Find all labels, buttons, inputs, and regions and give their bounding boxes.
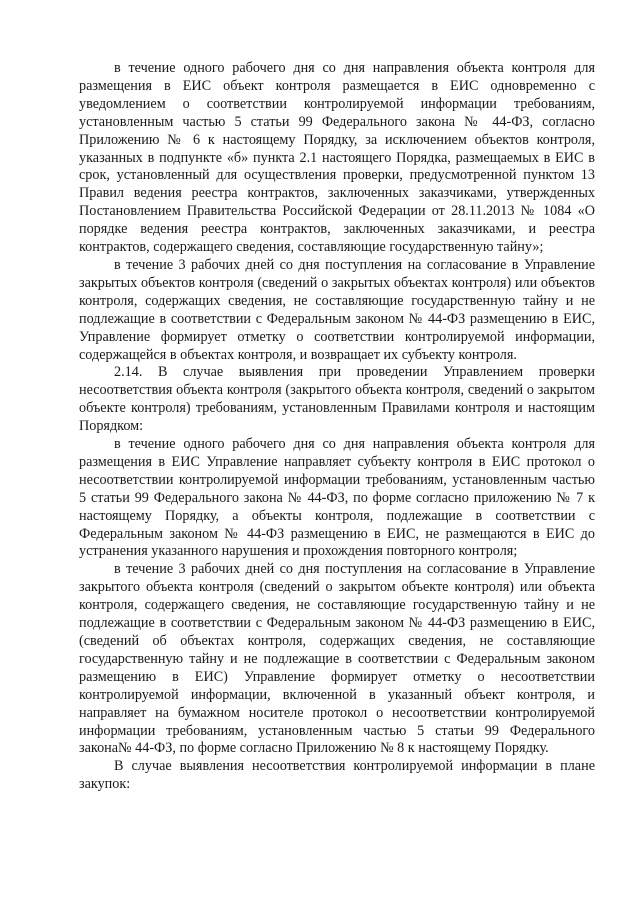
paragraph-closed-object-nonconformity: в течение 3 рабочих дней со дня поступления на согласование в Управление закрытого объекта контроля (сведений о закрытом объекте контроля) или объекта контроля, содержащего сведения, не составляющие государственную тайну и не подлежащие в соответствии с Федеральным законом № 44-ФЗ размещению в ЕИС, (сведений об объектах контроля, содержащих сведения, не составляющие государственную тайну и не подлежащие в соответствии с Федеральным законом размещению в ЕИС) Управление формирует отметку о несоответствии контролируемой информации, включенной в указанный объект контроля, и направляет на бумажном носителе протокол о несоответствии контролируемой информации требованиям, установленным частью 5 статьи 99 Федерального закона№ 44-ФЗ, по форме согласно Приложению № 8 к настоящему Порядку. (79, 561, 595, 757)
paragraph-nonconformity-protocol: в течение одного рабочего дня со дня направления объекта контроля для размещения в ЕИС Управление направляет субъекту контроля в ЕИС протокол о несоответствии контролируемой информации требованиям, установленным частью 5 статьи 99 Федерального закона № 44-ФЗ, по форме согласно приложению № 7 к настоящему Порядку, а объекты контроля, подлежащие в соответствии с Федеральным законом № 44-ФЗ размещению в ЕИС, не размещаются в ЕИС до устранения указанного нарушения и прохождения повторного контроля; (79, 436, 595, 560)
paragraph-publication-deadline: в течение одного рабочего дня со дня направления объекта контроля для размещения в ЕИС объект контроля размещается в ЕИС одновременно с уведомлением о соответствии контролируемой информации требованиям, установленным частью 5 статьи 99 Федерального закона № 44-ФЗ, согласно Приложению № 6 к настоящему Порядку, за исключением объектов контроля, указанных в подпункте «б» пункта 2.1 настоящего Порядка, размещаемых в ЕИС в срок, установленный для осуществления проверки, предусмотренной пунктом 13 Правил ведения реестра контрактов, заключенных заказчиками, утвержденных Постановлением Правительства Российской Федерации от 28.11.2013 № 1084 «О порядке ведения реестра контрактов, заключенных заказчиками, и реестра контрактов, содержащего сведения, составляющие государственную тайну»; (79, 60, 595, 256)
paragraph-procurement-plan: В случае выявления несоответствия контролируемой информации в плане закупок: (79, 758, 595, 793)
document-page (79, 60, 595, 794)
paragraph-closed-objects-approval: в течение 3 рабочих дней со дня поступления на согласование в Управление закрытых объектов контроля (сведений о закрытых объектах контроля) или объектов контроля, содержащих сведения, не составляющие государственную тайну и не подлежащие в соответствии с Федеральным законом № 44-ФЗ размещению в ЕИС, Управление формирует отметку о соответствии контролируемой информации, содержащейся в объектах контроля, и возвращает их субъекту контроля. (79, 256, 595, 363)
paragraph-section-2-14: 2.14. В случае выявления при проведении Управлением проверки несоответствия объекта контроля (закрытого объекта контроля, сведений о закрытом объекте контроля) требованиям, установленным Правилами контроля и настоящим Порядком: (79, 364, 595, 435)
